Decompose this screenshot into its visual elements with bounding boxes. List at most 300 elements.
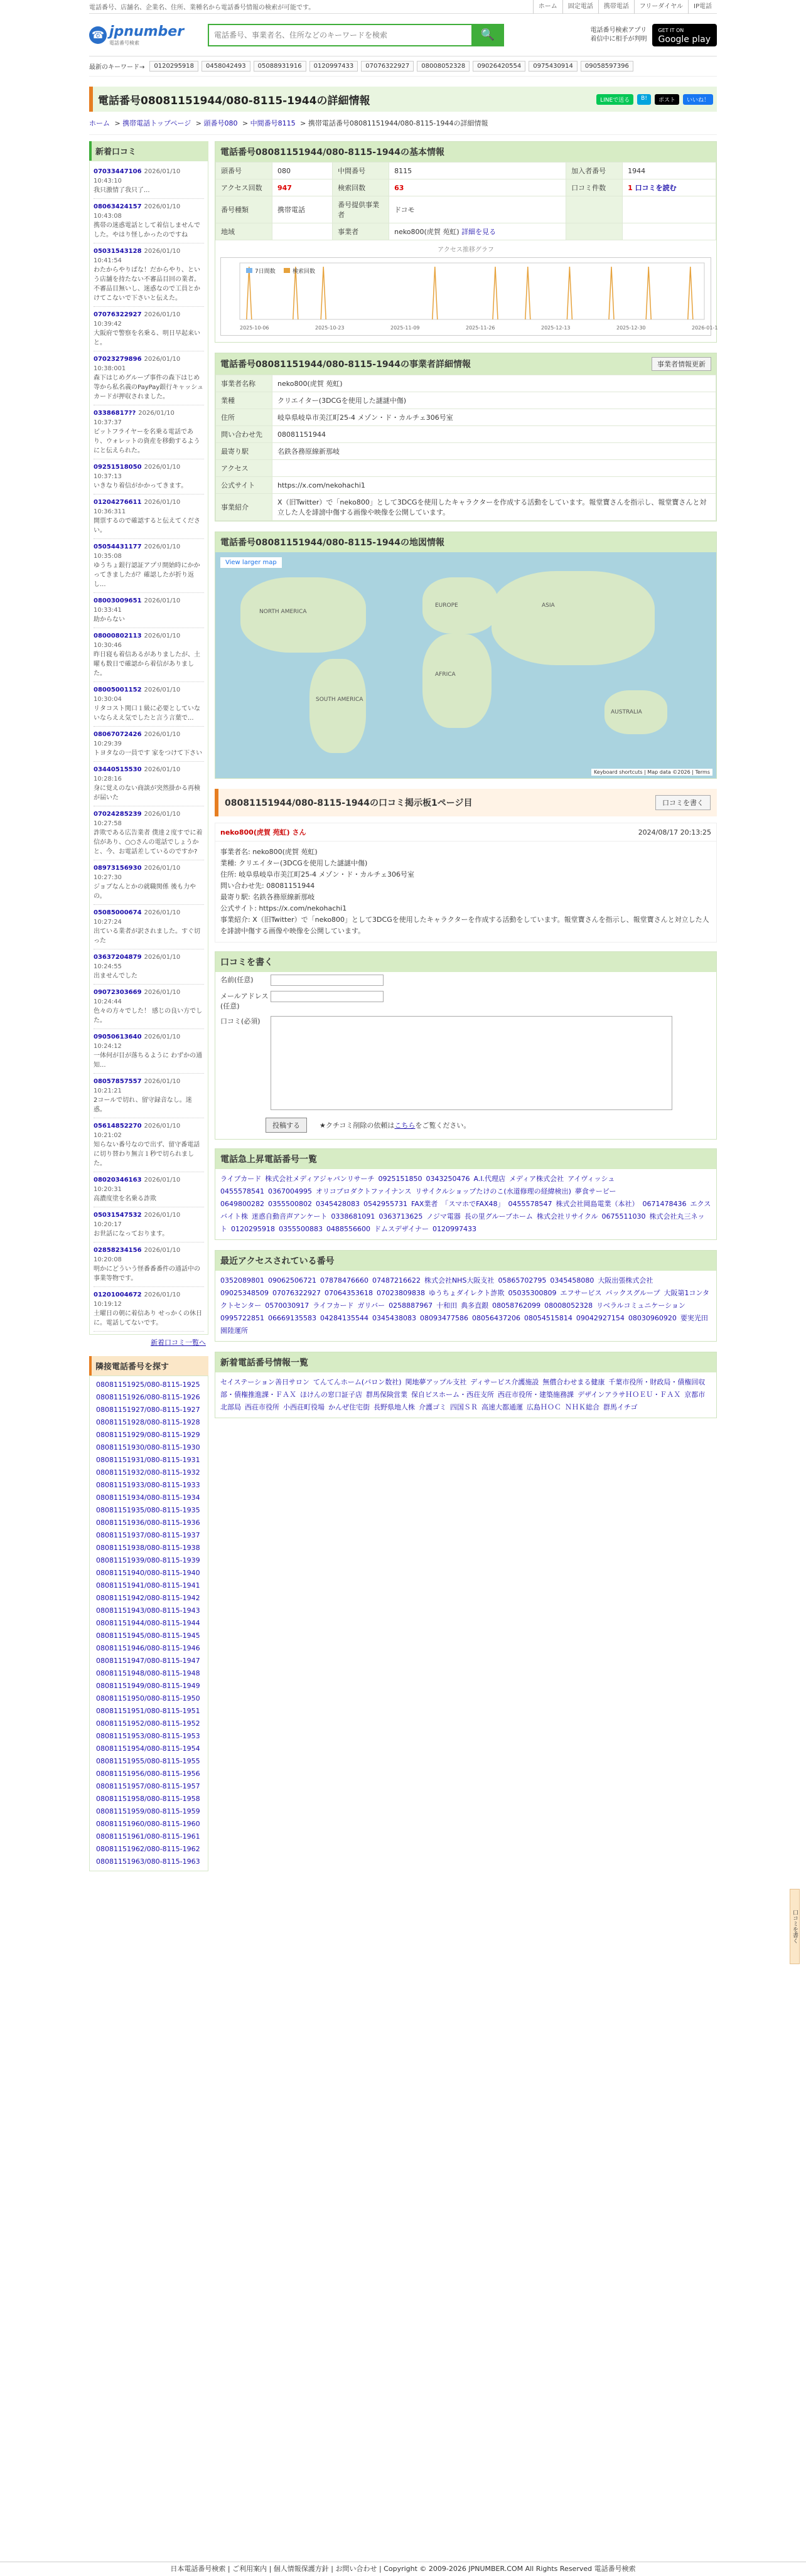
newest-link[interactable]: 無償合わせまる健康 — [542, 1378, 605, 1386]
comment-date: 2026/01/10 10:27:24 — [94, 909, 181, 926]
comment-item — [94, 405, 204, 459]
graph-x-label: 2025-12-30 — [616, 325, 646, 331]
nearby-number-link[interactable]: 08081151927/080-8115-1927 — [96, 1406, 200, 1414]
comment-text: 携帯の迷惑電話として着信しませんでした。やはり怪しかったのですね — [94, 222, 200, 238]
share-button[interactable]: ポスト — [655, 94, 679, 105]
graph-x-label: 2025-12-13 — [541, 325, 571, 331]
keyword-chip[interactable]: 07076322927 — [361, 61, 414, 72]
nearby-number-link[interactable]: 08081151961/080-8115-1961 — [96, 1832, 200, 1841]
newest-link[interactable]: 広島ＨＯＣ — [527, 1403, 561, 1411]
comment-number[interactable]: 07076322927 — [94, 311, 142, 318]
breadcrumb-item[interactable]: ホーム — [89, 119, 110, 127]
recent-link[interactable]: 0345438083 — [372, 1314, 416, 1322]
delete-request-link[interactable]: こちら — [394, 1121, 416, 1130]
comment-number[interactable]: 05054431177 — [94, 543, 142, 550]
recent-link[interactable]: 07487216622 — [372, 1276, 421, 1285]
recent-link[interactable]: エフサービス — [560, 1289, 602, 1297]
map[interactable] — [215, 552, 716, 778]
nearby-number-link[interactable]: 08081151938/080-8115-1938 — [96, 1544, 200, 1552]
hot-numbers-section — [215, 1148, 717, 1240]
comment-number[interactable]: 08067072426 — [94, 731, 142, 738]
basic-cell: 事業者 — [333, 223, 389, 240]
hot-link[interactable]: A.I.代理店 — [473, 1175, 506, 1183]
basic-cell: 検索回数 — [333, 179, 389, 196]
comment-text: ジョブなんとかの就職関係 後も力やの。 — [94, 884, 196, 900]
comment-number[interactable]: 05031547532 — [94, 1212, 142, 1219]
basic-cell: 口コミ件数 — [566, 179, 623, 196]
review-form — [215, 951, 717, 1140]
recent-link[interactable]: 0345458080 — [550, 1276, 594, 1285]
update-business-button[interactable]: 事業者情報更新 — [652, 357, 711, 371]
recent-link[interactable]: リベラルコミュニケーション — [596, 1301, 685, 1310]
comment-text: 土曜日の朝に着信あり せっかくの休日に。電話してないです。 — [94, 1310, 202, 1327]
share-buttons — [596, 94, 713, 105]
breadcrumb-item[interactable]: 携帯電話トップページ — [122, 119, 191, 127]
recent-link[interactable]: 0258887967 — [389, 1301, 433, 1310]
nearby-number-link[interactable]: 08081151932/080-8115-1932 — [96, 1468, 200, 1477]
biz-value: クリエイター(3DCGを使用した謎謎中傷) — [272, 392, 716, 409]
nearby-number-link[interactable]: 08081151953/080-8115-1953 — [96, 1732, 200, 1740]
nearby-number-link[interactable]: 08081151962/080-8115-1962 — [96, 1845, 200, 1853]
graph-title: アクセス推移グラフ — [438, 247, 494, 254]
comment-item — [94, 1287, 204, 1332]
search-input[interactable] — [208, 24, 471, 46]
comment-date: 2026/01/10 10:20:08 — [94, 1247, 181, 1263]
hot-link[interactable]: 0338681091 — [331, 1212, 375, 1221]
biz-value: 08081151944 — [272, 426, 716, 443]
basic-cell: ドコモ — [389, 196, 566, 223]
newest-link[interactable]: 千葉市役所・財政局・債権回収部・債権推進課・ＦＡＸ — [220, 1378, 706, 1399]
comment-number[interactable]: 09050613640 — [94, 1034, 142, 1040]
nearby-number-link[interactable]: 08081151948/080-8115-1948 — [96, 1669, 200, 1677]
newest-link[interactable]: ＮＨＫ総合 — [565, 1403, 599, 1411]
hot-link[interactable]: 株式会社メディアジャパンリサーチ — [265, 1175, 375, 1183]
comment-text: 一体何が目が落ちるように わずかの通知... — [94, 1052, 203, 1069]
hot-link[interactable]: 0542955731 — [363, 1200, 407, 1208]
recent-link[interactable]: 09042927154 — [576, 1314, 625, 1322]
comment-date: 2026/01/10 10:36:311 — [94, 499, 181, 515]
comment-item — [94, 806, 204, 860]
nearby-number-link[interactable]: 08081151957/080-8115-1957 — [96, 1782, 200, 1790]
comment-number[interactable]: 03440515530 — [94, 766, 142, 773]
search-form — [208, 24, 504, 46]
nearby-number-link[interactable]: 08081151949/080-8115-1949 — [96, 1682, 200, 1690]
comment-number[interactable]: 05614852270 — [94, 1123, 142, 1130]
access-graph — [220, 257, 718, 336]
more-comments-link[interactable]: 新着口コミ一覧へ — [151, 1339, 206, 1347]
breadcrumb: ホーム > 携帯電話トップページ > 頭番号080 > 中間番号8115 > 携帯電話番号08081151944/080-8115-1944の詳細情報 — [89, 112, 717, 135]
comment-date: 2026/01/10 10:30:04 — [94, 687, 181, 703]
recent-link[interactable]: 0352089801 — [220, 1276, 264, 1285]
post-line: 公式サイト: https://x.com/nekohachi1 — [220, 904, 347, 912]
hot-link[interactable]: 0120295918 — [231, 1225, 275, 1233]
hot-link[interactable]: メディア株式会社 — [509, 1175, 564, 1183]
keyword-chip[interactable]: 05088931916 — [254, 61, 306, 72]
gplay-small: GET IT ON — [658, 27, 684, 33]
recent-link[interactable]: 07878476660 — [320, 1276, 368, 1285]
comment-number[interactable]: 05085000674 — [94, 909, 142, 916]
side-write-review-button[interactable]: 口コミを書く — [790, 1889, 800, 1964]
hot-link[interactable]: 0649800282 — [220, 1200, 264, 1208]
top-link[interactable]: 携帯電話 — [598, 0, 634, 14]
comment-item — [94, 762, 204, 806]
comment-date: 2026/01/10 10:41:54 — [94, 248, 181, 264]
recent-section — [215, 1250, 717, 1342]
nearby-number-link[interactable]: 08081151947/080-8115-1947 — [96, 1657, 200, 1665]
comment-item — [94, 985, 204, 1029]
recent-link[interactable]: 十和田 — [436, 1301, 458, 1310]
hot-link[interactable]: ライブカード — [220, 1175, 262, 1183]
detail-link[interactable]: 詳細を見る — [459, 228, 497, 236]
recent-link[interactable]: 05865702795 — [498, 1276, 547, 1285]
breadcrumb-item[interactable]: 頭番号080 — [203, 119, 238, 127]
comment-item — [94, 1172, 204, 1207]
recent-link[interactable]: 07064353618 — [324, 1289, 373, 1297]
comment-number[interactable]: 08057857557 — [94, 1078, 142, 1085]
nearby-number-link[interactable]: 08081151950/080-8115-1950 — [96, 1694, 200, 1702]
biz-key: 最寄り駅 — [216, 443, 272, 460]
comment-date: 2026/01/10 10:35:08 — [94, 543, 181, 560]
hot-link[interactable]: 0120997433 — [433, 1225, 477, 1233]
newest-link[interactable]: ほけんの窓口証子店 — [300, 1391, 362, 1399]
comment-number[interactable]: 03637204879 — [94, 954, 142, 961]
newest-link[interactable]: 介護ゴミ — [419, 1403, 446, 1411]
recent-link[interactable]: 06669135583 — [268, 1314, 316, 1322]
legend-swatch — [284, 268, 290, 273]
nearby-number-link[interactable]: 08081151963/080-8115-1963 — [96, 1857, 200, 1866]
hot-numbers-list — [215, 1169, 716, 1239]
basic-cell: アクセス回数 — [216, 179, 272, 196]
comment-number[interactable]: 09251518050 — [94, 464, 142, 471]
business-heading: 電話番号08081151944/080-8115-1944の事業者詳細情報 — [220, 360, 471, 370]
comment-text: 助からない — [94, 616, 125, 623]
breadcrumb-item[interactable]: 中間番号8115 — [250, 119, 296, 127]
comment-number[interactable]: 07033447106 — [94, 168, 142, 175]
comment-item — [94, 1118, 204, 1172]
basic-cell: 地域 — [216, 223, 272, 240]
hot-link[interactable]: 0343250476 — [426, 1175, 470, 1183]
nearby-number-link[interactable]: 08081151956/080-8115-1956 — [96, 1770, 200, 1778]
comment-date: 2026/01/10 10:33:41 — [94, 597, 181, 614]
recent-link[interactable]: 典多直銀 — [461, 1301, 489, 1310]
hot-link[interactable]: 0345428083 — [316, 1200, 360, 1208]
comment-number[interactable]: 09072303669 — [94, 989, 142, 996]
nearby-number-link[interactable]: 08081151935/080-8115-1935 — [96, 1506, 200, 1514]
google-play-badge[interactable] — [652, 24, 717, 46]
comment-number[interactable]: 08003009651 — [94, 597, 142, 604]
post-line: 住所: 岐阜県岐阜市美江町25-4 メゾン・ド・カルチェ306号室 — [220, 870, 414, 879]
newest-link[interactable]: セイステーション善日サロン — [220, 1378, 309, 1386]
newest-link[interactable]: てんてんホーム(バロン数社) — [313, 1378, 402, 1386]
nearby-numbers-heading: 隣接電話番号を探す — [89, 1356, 208, 1376]
recent-link[interactable]: ゆうちょダイレクト詐欺 — [428, 1289, 505, 1297]
basic-info-table — [215, 162, 716, 240]
graph-x-label: 2025-11-26 — [466, 325, 495, 331]
hot-link[interactable]: 0488556600 — [326, 1225, 370, 1233]
keyword-chip[interactable]: 0120997433 — [309, 61, 358, 72]
nearby-number-link[interactable]: 08081151936/080-8115-1936 — [96, 1519, 200, 1527]
recent-link[interactable]: 株式会社NHS大阪支社 — [424, 1276, 495, 1285]
comment-number[interactable]: 02858234156 — [94, 1247, 142, 1254]
basic-cell — [623, 223, 716, 240]
map-attribution: Keyboard shortcuts | Map data ©2026 | Terms — [591, 769, 712, 776]
basic-cell — [623, 196, 716, 223]
recent-link[interactable]: 08054515814 — [524, 1314, 572, 1322]
nearby-number-link[interactable]: 08081151951/080-8115-1951 — [96, 1707, 200, 1715]
biz-key: 事業者名称 — [216, 375, 272, 392]
comment-number[interactable]: 05031543128 — [94, 248, 142, 255]
hot-link[interactable]: 0355500883 — [279, 1225, 323, 1233]
nearby-number-link[interactable]: 08081151931/080-8115-1931 — [96, 1456, 200, 1464]
newest-link[interactable]: 四国ＳＲ — [450, 1403, 478, 1411]
basic-cell: 番号種類 — [216, 196, 272, 223]
tagline: 電話番号、店舗名、企業名、住所、業種名から電話番号情報の検索が可能です。 — [89, 4, 315, 11]
share-button[interactable]: いいね！ — [683, 94, 713, 105]
hot-link[interactable]: 0355500802 — [268, 1200, 312, 1208]
comment-date: 2026/01/10 10:20:31 — [94, 1177, 181, 1193]
hot-link[interactable]: 0671478436 — [642, 1200, 687, 1208]
nearby-number-link[interactable]: 08081151954/080-8115-1954 — [96, 1745, 200, 1753]
hot-link[interactable]: ドムスデザイナー — [374, 1225, 429, 1233]
newest-link[interactable]: 高速大都通運 — [481, 1403, 523, 1411]
nearby-number-link[interactable]: 08081151937/080-8115-1937 — [96, 1531, 200, 1539]
comment-date: 2026/01/10 10:21:02 — [94, 1123, 181, 1139]
newest-link[interactable]: ディサービス介護施設 — [470, 1378, 539, 1386]
recent-link[interactable]: 08058762099 — [492, 1301, 541, 1310]
comment-number[interactable]: 07023279896 — [94, 356, 142, 363]
recent-link[interactable]: バックスグループ — [605, 1289, 660, 1297]
post-line: 業種: クリエイター(3DCGを使用した謎謎中傷) — [220, 859, 368, 867]
top-link[interactable]: フリーダイヤル — [634, 0, 688, 14]
keyword-chip[interactable]: 09026420554 — [473, 61, 525, 72]
comment-number[interactable]: 08020346163 — [94, 1177, 142, 1184]
biz-key: 業種 — [216, 392, 272, 409]
comment-item — [94, 949, 204, 985]
top-link[interactable]: 固定電話 — [562, 0, 598, 14]
hot-link[interactable]: 0455578547 — [508, 1200, 552, 1208]
keyword-chip[interactable]: 0120295918 — [149, 61, 198, 72]
recent-link[interactable]: 09025348509 — [220, 1289, 269, 1297]
hot-link[interactable]: 株式会社岡島電業（本社） — [556, 1200, 639, 1208]
hot-link[interactable]: 迷惑自動音声アンケート — [252, 1212, 328, 1221]
basic-cell — [566, 223, 623, 240]
nearby-number-link[interactable]: 08081151929/080-8115-1929 — [96, 1431, 200, 1439]
hot-link[interactable]: ノジマ電器 — [426, 1212, 461, 1221]
hot-link[interactable]: 0925151850 — [378, 1175, 422, 1183]
comment-number[interactable]: 08973156930 — [94, 865, 142, 872]
newest-link[interactable]: かんぜ住宅街 — [328, 1403, 370, 1411]
nearby-number-link[interactable]: 08081151955/080-8115-1955 — [96, 1757, 200, 1765]
nearby-number-link[interactable]: 08081151941/080-8115-1941 — [96, 1581, 200, 1590]
name-input[interactable] — [271, 975, 384, 986]
recent-link[interactable]: 07023809838 — [376, 1289, 425, 1297]
post-line: 問い合わせ先: 08081151944 — [220, 882, 315, 890]
comment-number[interactable]: 08005001152 — [94, 687, 142, 693]
basic-cell: 中間番号 — [333, 163, 389, 179]
newest-link[interactable]: 西荘市役所 — [245, 1403, 279, 1411]
comment-text: わたからやりばな！だからやり、という店舗を持たない不審品目回の業者。不審品目無いし、迷惑なので工員とかけてこないで下さいと伝えた。 — [94, 267, 200, 302]
map-heading: 電話番号08081151944/080-8115-1944の地図情報 — [215, 532, 716, 552]
top-link[interactable]: IP電話 — [688, 0, 717, 14]
comment-number[interactable]: 01201004672 — [94, 1291, 142, 1298]
nearby-number-link[interactable]: 08081151930/080-8115-1930 — [96, 1443, 200, 1451]
comment-number[interactable]: 07024285239 — [94, 811, 142, 818]
nearby-number-link[interactable]: 08081151925/080-8115-1925 — [96, 1381, 200, 1389]
nearby-number-link[interactable]: 08081151943/080-8115-1943 — [96, 1606, 200, 1615]
newest-link[interactable]: 群馬イチゴ — [603, 1403, 638, 1411]
hot-link[interactable]: 長の里グループホーム — [464, 1212, 534, 1221]
hot-link[interactable]: 0367004995 — [268, 1187, 312, 1195]
comment-textarea[interactable] — [271, 1016, 672, 1110]
hot-link[interactable]: 0363713625 — [379, 1212, 423, 1221]
comment-date: 2026/01/10 10:43:10 — [94, 168, 181, 184]
comment-item — [94, 539, 204, 593]
recent-link[interactable]: 大阪第1コンタクトセンター — [220, 1289, 710, 1310]
recent-link[interactable]: 04284135544 — [320, 1314, 368, 1322]
biz-value[interactable]: https://x.com/nekohachi1 — [272, 477, 716, 494]
recent-link[interactable]: 09062506721 — [268, 1276, 316, 1285]
nearby-number-link[interactable]: 08081151960/080-8115-1960 — [96, 1820, 200, 1828]
nearby-number-link[interactable]: 08081151944/080-8115-1944 — [96, 1619, 200, 1627]
recent-link[interactable]: 08056437206 — [471, 1314, 520, 1322]
nearby-number-link[interactable]: 08081151942/080-8115-1942 — [96, 1594, 200, 1602]
hot-link[interactable]: 株式会社丸三ネット — [220, 1212, 705, 1233]
map-label: ASIA — [542, 602, 555, 609]
comment-item — [94, 1029, 204, 1074]
hot-link[interactable]: エクスバイト株 — [220, 1200, 711, 1221]
newest-link[interactable]: 京都市北部局 — [220, 1391, 706, 1411]
recent-link[interactable]: 08030960920 — [628, 1314, 677, 1322]
hot-link[interactable]: 株式会社リサイクル — [537, 1212, 598, 1221]
comment-item — [94, 1243, 204, 1287]
nearby-number-link[interactable]: 08081151926/080-8115-1926 — [96, 1393, 200, 1401]
comment-number[interactable]: 08063424157 — [94, 203, 142, 210]
share-button[interactable]: LINEで送る — [596, 94, 633, 105]
recent-link[interactable]: 05035300809 — [508, 1289, 557, 1297]
comment-number[interactable]: 01204276611 — [94, 499, 142, 506]
comment-text: お世話になっております。 — [94, 1231, 169, 1237]
submit-button[interactable]: 投稿する — [266, 1118, 307, 1133]
post-author: neko800(虎賀 苑虹) さん — [220, 828, 306, 836]
comment-date: 2026/01/10 10:24:55 — [94, 954, 181, 970]
nearby-number-link[interactable]: 08081151958/080-8115-1958 — [96, 1795, 200, 1803]
comment-date: 2026/01/10 10:37:13 — [94, 464, 181, 480]
comment-label: 口コミ(必須) — [220, 1017, 261, 1025]
hot-link[interactable]: オリコプロダクトファイナンス — [316, 1187, 412, 1195]
recent-link[interactable]: ライフカード — [313, 1301, 354, 1310]
map-label: NORTH AMERICA — [259, 609, 307, 615]
page-title: 電話番号08081151944/080-8115-1944の詳細情報 — [98, 94, 370, 107]
hot-link[interactable]: アイヴィッシュ — [567, 1175, 615, 1183]
nearby-number-link[interactable]: 08081151939/080-8115-1939 — [96, 1556, 200, 1564]
recent-link[interactable]: 要実光田園陸運所 — [220, 1314, 708, 1335]
review-post — [215, 823, 717, 943]
comment-date: 2026/01/10 10:24:44 — [94, 989, 181, 1005]
nearby-number-link[interactable]: 08081151946/080-8115-1946 — [96, 1644, 200, 1652]
recent-link[interactable]: 0995722851 — [220, 1314, 264, 1322]
basic-cell: neko800(虎賀 苑虹) 詳細を見る — [389, 223, 566, 240]
comment-date: 2026/01/10 10:38:001 — [94, 356, 181, 372]
top-link[interactable]: ホーム — [533, 0, 562, 14]
review-form-heading: 口コミを書く — [215, 952, 716, 972]
basic-cell: 番号提供事業者 — [333, 196, 389, 223]
newest-link[interactable]: 小西荘町役場 — [283, 1403, 325, 1411]
biz-value: neko800(虎賀 苑虹) — [272, 375, 716, 392]
review-link[interactable]: 口コミを読む — [632, 184, 677, 192]
nearby-number-link[interactable]: 08081151952/080-8115-1952 — [96, 1719, 200, 1728]
recent-link[interactable]: 08008052328 — [544, 1301, 593, 1310]
email-input[interactable] — [271, 991, 384, 1002]
keyword-chip[interactable]: 08008052328 — [417, 61, 470, 72]
nearby-number-link[interactable]: 08081151959/080-8115-1959 — [96, 1807, 200, 1815]
newest-list — [215, 1372, 716, 1418]
nearby-number-link[interactable]: 08081151940/080-8115-1940 — [96, 1569, 200, 1577]
recent-link[interactable]: ガリバー — [357, 1301, 385, 1310]
hot-link[interactable]: 0675511030 — [601, 1212, 646, 1221]
comment-text: トヨタなの一員です 家をつけて下さい — [94, 750, 203, 757]
biz-value: 岐阜県岐阜市美江町25-4 メゾン・ド・カルチェ306号室 — [272, 409, 716, 426]
recent-link[interactable]: 07076322927 — [272, 1289, 321, 1297]
hot-link[interactable]: 夢食サービー — [574, 1187, 616, 1195]
biz-value: 名鉄各務原線新那岐 — [272, 443, 716, 460]
comment-item — [94, 593, 204, 628]
basic-cell: 加入者番号 — [566, 163, 623, 179]
search-button[interactable] — [471, 24, 504, 46]
newest-link[interactable]: デザインアラサＨＯＥＵ・ＦＡＸ — [578, 1391, 681, 1399]
comment-text: 明かにどういう怪番番番件の通話中の事業等物です。 — [94, 1266, 200, 1282]
newest-link[interactable]: 保自ビスホーム・西荘支所 — [411, 1391, 494, 1399]
name-label: 名前(任意) — [220, 976, 254, 984]
comment-date: 2026/01/10 10:37:37 — [94, 410, 175, 426]
hot-link[interactable]: 「スマホでFAX48」 — [441, 1200, 505, 1208]
keyword-chip[interactable]: 0975430914 — [529, 61, 578, 72]
hot-link[interactable]: リサイクルショップたけのこ(水道修理の経緯検出) — [415, 1187, 571, 1195]
nearby-number-link[interactable]: 08081151933/080-8115-1933 — [96, 1481, 200, 1489]
hot-link[interactable]: 0455578541 — [220, 1187, 264, 1195]
share-button[interactable]: B! — [637, 94, 651, 105]
nearby-number-link[interactable]: 08081151934/080-8115-1934 — [96, 1494, 200, 1502]
newest-heading: 新着電話番号情報一覧 — [215, 1352, 716, 1372]
recent-link[interactable]: 0570030917 — [265, 1301, 309, 1310]
newest-section — [215, 1352, 717, 1418]
logo[interactable] — [89, 24, 199, 46]
recent-link[interactable]: 08093477586 — [419, 1314, 468, 1322]
comment-number[interactable]: 03386817?? — [94, 410, 136, 417]
keyword-chip[interactable]: 0458042493 — [202, 61, 250, 72]
nearby-number-link[interactable]: 08081151945/080-8115-1945 — [96, 1632, 200, 1640]
comment-date: 2026/01/10 10:43:08 — [94, 203, 181, 220]
newest-link[interactable]: 長野県地人株 — [373, 1403, 415, 1411]
access-graph-svg — [221, 258, 718, 333]
main-column — [215, 141, 717, 1871]
write-review-button[interactable]: 口コミを書く — [655, 795, 711, 810]
recent-heading: 最近アクセスされている番号 — [215, 1251, 716, 1271]
recent-link[interactable]: 大阪出張株式会社 — [598, 1276, 653, 1285]
keyword-chip[interactable]: 09058597396 — [581, 61, 633, 72]
comment-text: いきなり着信がかかってきます。 — [94, 483, 188, 489]
comment-item — [94, 905, 204, 949]
nearby-number-link[interactable]: 08081151928/080-8115-1928 — [96, 1418, 200, 1426]
newest-link[interactable]: 群馬保険営業 — [366, 1391, 407, 1399]
newest-link[interactable]: 関地夢アップル支社 — [405, 1378, 467, 1386]
comment-number[interactable]: 08000802113 — [94, 633, 142, 639]
view-larger-map-link[interactable]: View larger map — [220, 557, 282, 568]
comment-item — [94, 164, 204, 199]
hot-link[interactable]: FAX業者 — [411, 1200, 438, 1208]
graph-x-label: 2026-01-1 — [692, 325, 718, 331]
comment-text: 知らない番号なので出ず、留守番電話に切り替わり無言１秒で切られました。 — [94, 1141, 200, 1167]
newest-link[interactable]: 西荘市役所・建築施務課 — [498, 1391, 574, 1399]
